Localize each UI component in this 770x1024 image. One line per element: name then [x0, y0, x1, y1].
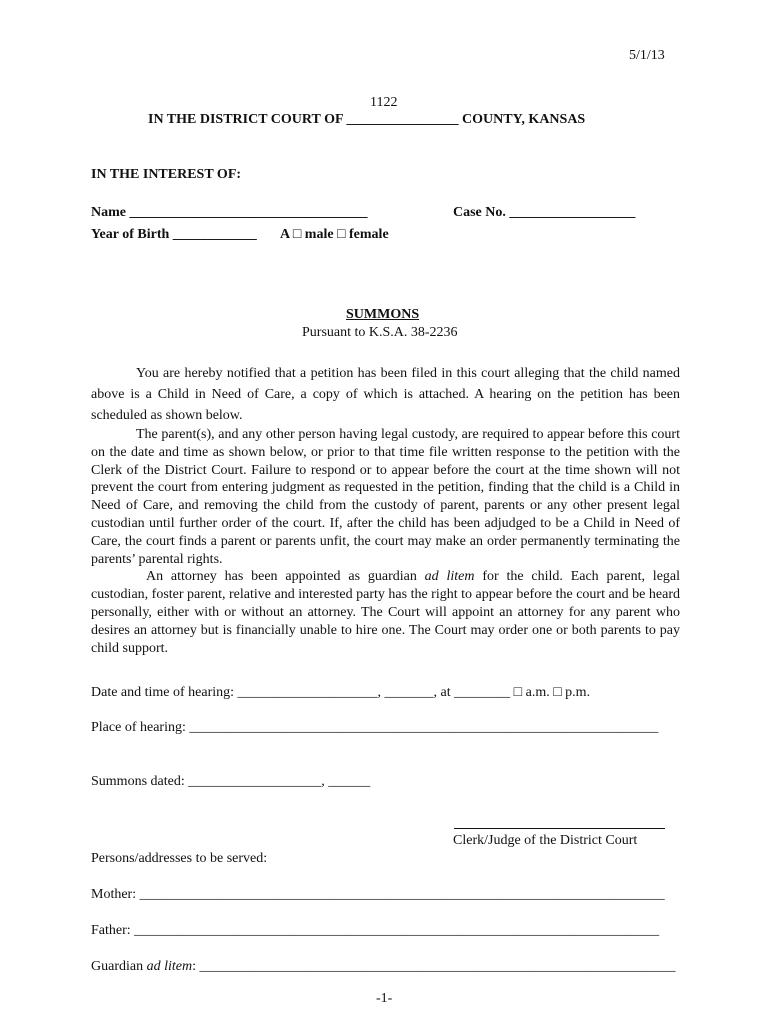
hearing-date-time-field: Date and time of hearing: ____________________, _______, at ________ □ a.m. □ p.m.	[91, 685, 591, 700]
summons-dated-field: Summons dated: ___________________, ______	[91, 774, 371, 789]
statute-subtitle: Pursuant to K.S.A. 38-2236	[302, 325, 458, 340]
child-name-field: Name __________________________________	[91, 205, 368, 220]
form-number: 1122	[370, 95, 398, 110]
persons-served-heading: Persons/addresses to be served:	[91, 851, 268, 866]
hearing-place-field: Place of hearing: ___________________________________________________________________	[91, 720, 659, 735]
body-paragraph-2: The parent(s), and any other person having legal custody, are required to appear before this court on the date and time as shown below, or prior to that time file written response to the petition with the Clerk of the District Court. Failure to respond or to appear before the court at the time shown will not prevent the court from entering judgment as requested in the petition, finding that the child is a Child in Need of Care, and removing the child from the custody of parent, parents or any other present legal custodian until further order of the court. If, after the child has been adjudged to be a Child in Need of Care, the court finds a parent or parents unfit, the court may make an order permanently terminating the parents’ parental rights.	[91, 427, 680, 567]
guardian-ad-litem-field	[91, 960, 675, 974]
guardian-suffix: : ____________________________________________________________________	[192, 959, 676, 974]
guardian-prefix: Guardian	[91, 959, 147, 974]
paragraph-3-text-end: for the child. Each parent, legal custodian, foster parent, relative and interested party has the right to appear before the court and be heard personally, either with or without an attorney. The Court will appoint an attorney for any parent who desires an attorney but is financially unable to hire one. The Court may order one or both parents to pay child support.	[91, 569, 681, 656]
year-of-birth-field: Year of Birth ____________	[91, 227, 257, 242]
signature-label: Clerk/Judge of the District Court	[453, 833, 638, 848]
signature-line	[454, 828, 665, 829]
paragraph-3-text-start: An attorney has been appointed as guardian	[146, 569, 425, 585]
body-paragraph-3	[91, 568, 680, 657]
ad-litem-italic: ad litem	[424, 569, 475, 585]
case-number-field: Case No. __________________	[453, 205, 636, 220]
summons-body	[91, 363, 680, 657]
sex-checkboxes: A □ male □ female	[280, 227, 389, 242]
summons-title: SUMMONS	[346, 307, 420, 322]
body-paragraph-1: You are hereby notified that a petition has been filed in this court alleging that the child named above is a Child in Need of Care, a copy of which is attached. A hearing on the petition has been scheduled as shown below.	[91, 366, 680, 423]
form-date: 5/1/13	[629, 48, 665, 63]
court-heading: IN THE DISTRICT COURT OF ________________ COUNTY, KANSAS	[148, 112, 586, 127]
interest-heading: IN THE INTEREST OF:	[91, 167, 242, 182]
father-field: Father: ___________________________________________________________________________	[91, 923, 660, 938]
mother-field: Mother: ___________________________________________________________________________	[91, 887, 665, 902]
guardian-ad-litem-italic: ad litem	[146, 959, 193, 974]
page-number: -1-	[376, 991, 393, 1006]
